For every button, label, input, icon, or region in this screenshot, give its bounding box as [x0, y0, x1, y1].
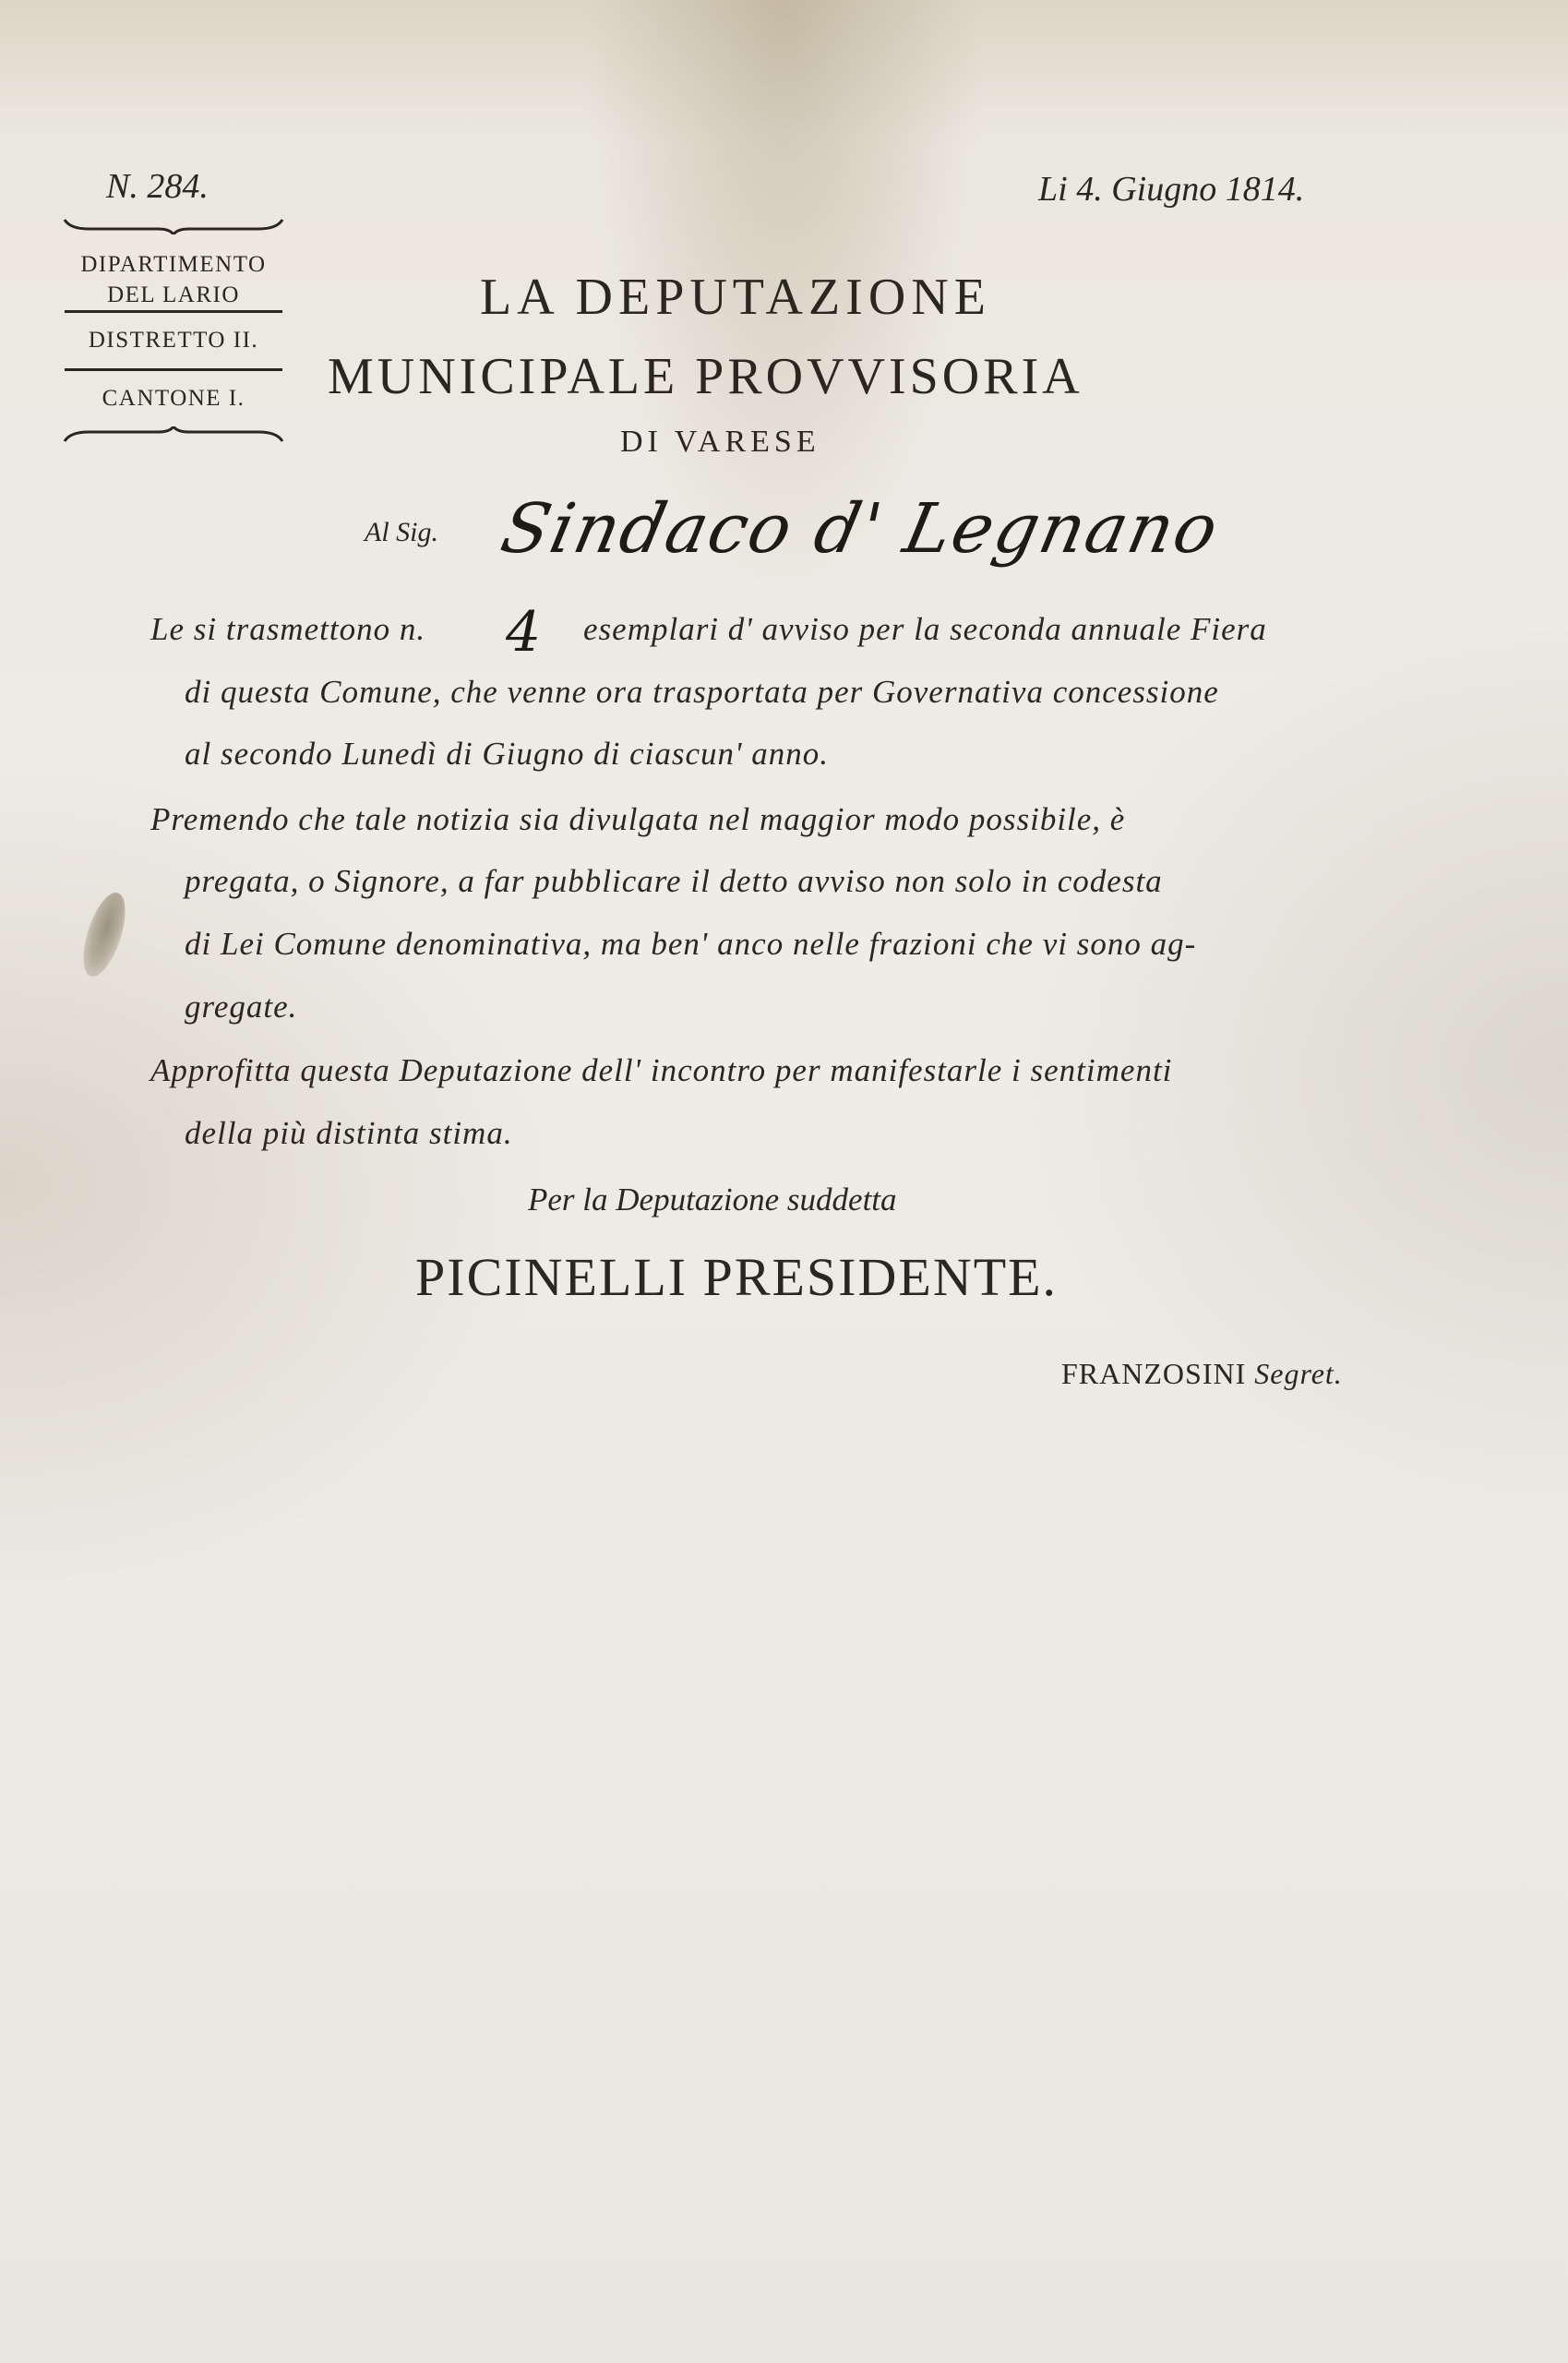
title-line3: DI VARESE — [620, 425, 820, 459]
handwritten-recipient: Sindaco d' Legnano — [494, 489, 1227, 569]
handwritten-count: 4 — [506, 600, 542, 665]
secretary-name: FRANZOSINI — [1061, 1357, 1247, 1390]
paragraph1-line1-end: esemplari d' avviso per la seconda annuale Fiera — [583, 611, 1267, 647]
president-signature: PICINELLI PRESIDENTE. — [415, 1247, 1059, 1307]
department-line2: DEL LARIO — [107, 282, 240, 307]
paragraph2-line3: di Lei Comune denominativa, ma ben' anco nelle frazioni che vi sono ag- — [185, 926, 1197, 962]
district-label: DISTRETTO II. — [88, 328, 259, 353]
top-ornament-rule — [61, 214, 286, 234]
paragraph1-line2: di questa Comune, che venne ora trasportata per Governativa concessione — [185, 674, 1219, 710]
paragraph1-line3: al secondo Lunedì di Giugno di ciascun' anno. — [185, 736, 829, 772]
secretary-signature — [1061, 1357, 1343, 1391]
title-line1: LA DEPUTAZIONE — [480, 269, 991, 326]
document-date: Li 4. Giugno 1814. — [1038, 170, 1305, 209]
paper-stain — [75, 888, 134, 981]
title-line2: MUNICIPALE PROVVISORIA — [328, 348, 1083, 405]
secretary-title: Segret. — [1254, 1357, 1343, 1390]
paragraph1-line1-start: Le si trasmettono n. — [150, 611, 426, 647]
closing-per-line: Per la Deputazione suddetta — [528, 1182, 897, 1217]
paragraph2-line1: Premendo che tale notizia sia divulgata nel maggior modo possibile, è — [150, 801, 1126, 837]
recipient-prefix: Al Sig. — [365, 517, 438, 547]
department-line1: DIPARTIMENTO — [80, 252, 267, 277]
paragraph3-line2: della più distinta stima. — [185, 1115, 513, 1151]
bottom-ornament-rule — [61, 426, 286, 447]
paragraph2-line2: pregata, o Signore, a far pubblicare il detto avviso non solo in codesta — [185, 863, 1163, 899]
canton-label: CANTONE I. — [102, 386, 245, 411]
document-number: N. 284. — [106, 167, 209, 206]
paragraph3-line1: Approfitta questa Deputazione dell' incontro per manifestarle i sentimenti — [150, 1052, 1173, 1088]
paragraph2-line4: gregate. — [185, 989, 298, 1025]
administrative-box — [61, 214, 286, 447]
